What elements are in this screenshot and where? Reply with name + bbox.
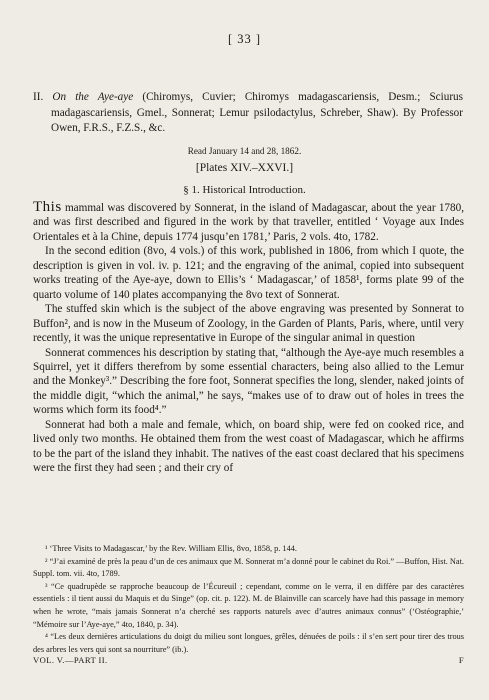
page-number: [ 33 ] [227,32,262,46]
volume-part: VOL. V.—PART II. [33,655,108,665]
footnote: ⁴ “Les deux dernières articulations du doigt du milieu sont longues, grêles, dénuées de poils : il s’en sert pour tirer des trous des arbres les vers qui sont sa nourriture” (ib.). [33,632,464,654]
footnote: ³ “Ce quadrupède se rapproche beaucoup de l’Écureuil ; cependant, comme on le verra, il en diffère par des caractères essentiels : il tient aussi du Maquis et du Singe” (op. cit. p. 122). M. de Blainville can scarcely have had this passage in memory when he wrote, “mais jamais Sonnerat n’a cherché ses rapports naturels avec d’autres animaux connus” (‘Ostéographie,’ “Mémoire sur l’Aye-aye,” 4to, 1840, p. 34). [33,581,464,629]
section-heading: § 1. Historical Introduction. [183,184,306,196]
article-body [33,200,464,476]
paragraph-text: mammal was discovered by Sonnerat, in the island of Madagascar, about the year 1780, and was first described and figured in the work by that traveller, entitled ‘ Voyage aux Indes Orientales et à la Chine, depuis 1774 jusqu’en 1781,’ Paris, 2 vols. 4to, 1782. [33,202,464,243]
page-footer [33,655,464,665]
read-date: Read January 14 and 28, 1862. [187,146,302,156]
dropcap-word: This [33,199,62,215]
footnote: ² “J’ai examiné de près la peau d’un de ces animaux que M. Sonnerat m’a donné pour le cabinet du Roi.” —Buffon, Hist. Nat. Suppl. tom. vii. 4to, 1789. [33,556,464,579]
paragraph: Sonnerat commences his description by stating that, “although the Aye-aye much resembles a Squirrel, yet it differs therefrom by some essential characters, being also allied to the Lemur and the Monkey³.” Describing the fore foot, Sonnerat specifies the long, slender, naked joints of the middle digit, “which the animal,” he says, “makes use of to draw out of holes in trees the worms which form its food⁴.” [33,346,464,417]
paragraph [33,200,464,244]
plates-reference: [Plates XIV.–XXVI.] [195,162,294,174]
paragraph: In the second edition (8vo, 4 vols.) of this work, published in 1806, from which I quote, the description is given in vol. iv. p. 121; and the engraving of the animal, copied into subsequent works treating of the Aye-aye, down to Ellis’s ‘ Madagascar,’ of 1858¹, forms plate 99 of the quarto volume of 140 plates accompanying the 8vo text of Sonnerat. [33,245,464,301]
footnotes [33,543,464,656]
article-title [33,90,463,137]
article-number: II. [33,91,44,103]
paragraph: Sonnerat had both a male and female, which, on board ship, were fed on cooked rice, and lived only two months. He obtained them from the west coast of Madagascar, which he affirms to be the part of the island they inhabit. The natives of the east coast declared that his specimens were the first they had seen ; and their cry of [33,418,464,475]
article-title-rest: (Chiromys, Cuvier; Chiromys madagascariensis, Desm.; Sciurus madagascariensis, Gmel., Sonnerat; Lemur psilodactylus, Schreber, Shaw). By Professor Owen, F.R.S., F.Z.S., &c. [51,91,464,134]
footnote: ¹ ‘Three Visits to Madagascar,’ by the Rev. William Ellis, 8vo, 1858, p. 144. [45,544,297,553]
paragraph: The stuffed skin which is the subject of the above engraving was presented by Sonnerat to Buffon², and is now in the Museum of Zoology, in the Garden of Plants, Paris, where, until very recently, it was the unique representative in Europe of the singular animal in question [33,303,464,345]
article-title-lead: On the Aye-aye [52,91,134,103]
signature-mark: F [458,655,464,665]
